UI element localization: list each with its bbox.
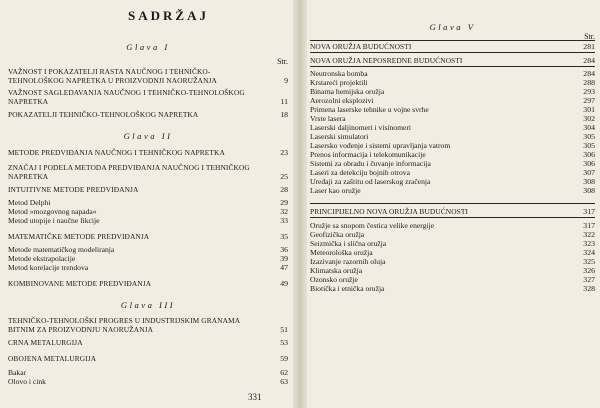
- toc-entry[interactable]: Geofizička oružja 322: [310, 230, 595, 239]
- toc-entry[interactable]: Aerozolni eksplozivi 297: [310, 96, 595, 105]
- toc-entry[interactable]: INTUITIVNE METODE PREDVIĐANJA 28: [8, 185, 288, 194]
- toc-entry[interactable]: Bakar 62: [8, 368, 288, 377]
- page-column-label: Str.: [584, 32, 595, 41]
- toc-entry[interactable]: Metod korelacije trendova 47: [8, 263, 288, 272]
- toc-entry[interactable]: Uređaji za zaštitu od laserskog zračenja 308: [310, 177, 595, 186]
- toc-entry[interactable]: Meteorološka oružja 324: [310, 248, 595, 257]
- chapter-heading-5: Glava V: [429, 22, 476, 32]
- toc-entry[interactable]: Binarna hemijska oružja 293: [310, 87, 595, 96]
- toc-entry[interactable]: Ozonsko oružje 327: [310, 275, 595, 284]
- page-title: SADRŽAJ: [128, 8, 209, 23]
- toc-entry[interactable]: TEHNIČKO-TEHNOLOŠKI PROGRES U INDUSTRIJSKIM GRANAMA BITNIM ZA PROIZVODNJU NAORUŽANJA 51: [8, 316, 288, 335]
- toc-entry[interactable]: Laser kao oružje 308: [310, 186, 595, 195]
- divider: [310, 66, 595, 67]
- toc-entry[interactable]: Lasersko vođenje i sistemi upravljanja vatrom 305: [310, 141, 595, 150]
- toc-entry[interactable]: CRNA METALURGIJA 53: [8, 338, 288, 347]
- divider: [310, 52, 595, 53]
- toc-entry[interactable]: NOVA ORUŽJA NEPOSREDNE BUDUĆNOSTI 284: [310, 56, 595, 65]
- toc-entry[interactable]: OBOJENA METALURGIJA 59: [8, 354, 288, 363]
- toc-entry[interactable]: Metode ekstrapolacije 39: [8, 254, 288, 263]
- toc-entry[interactable]: Metode matematičkog modeliranja 36: [8, 245, 288, 254]
- toc-entry[interactable]: Krstareći projektili 288: [310, 78, 595, 87]
- toc-entry[interactable]: POKAZATELJI TEHNIČKO-TEHNOLOŠKOG NAPRETKA 18: [8, 110, 288, 119]
- chapter-heading-1: Glava I: [126, 42, 170, 52]
- toc-entry[interactable]: Metod Delphi 29: [8, 198, 288, 207]
- toc-entry[interactable]: Laserski daljinomeri i visinomeri 304: [310, 123, 595, 132]
- toc-entry[interactable]: METODE PREDVIĐANJA NAUČNOG I TEHNIČKOG NAPRETKA 23: [8, 148, 288, 157]
- toc-entry[interactable]: Prenos informacija i telekomunikacije 306: [310, 150, 595, 159]
- toc-entry[interactable]: PRINCIPIJELNO NOVA ORUŽJA BUDUĆNOSTI 317: [310, 207, 595, 216]
- toc-entry[interactable]: Klimatska oružja 326: [310, 266, 595, 275]
- toc-entry[interactable]: Metod utopije i naučne fikcije 33: [8, 216, 288, 225]
- toc-entry[interactable]: Metod »mozgovnog napada« 32: [8, 207, 288, 216]
- toc-entry[interactable]: Olovo i cink 63: [8, 377, 288, 386]
- toc-entry[interactable]: Laseri za detekciju bojnih otrova 307: [310, 168, 595, 177]
- toc-entry[interactable]: Izazivanje razornih oluja 325: [310, 257, 595, 266]
- divider: [310, 217, 595, 218]
- toc-entry[interactable]: NOVA ORUŽJA BUDUĆNOSTI 281: [310, 42, 595, 51]
- toc-entry[interactable]: Neutronska bomba 284: [310, 69, 595, 78]
- page-gutter: [293, 0, 307, 408]
- toc-entry[interactable]: MATEMATIČKE METODE PREDVIĐANJA 35: [8, 232, 288, 241]
- chapter-heading-3: Glava III: [120, 300, 176, 310]
- toc-entry[interactable]: KOMBINOVANE METODE PREDVIĐANJA 49: [8, 279, 288, 288]
- divider: [310, 40, 595, 41]
- page-number: 331: [248, 392, 262, 402]
- toc-entry[interactable]: Oružje sa snopom čestica velike energije 317: [310, 221, 595, 230]
- toc-entry[interactable]: Laserski simulatori 305: [310, 132, 595, 141]
- divider: [310, 203, 595, 204]
- right-page: [310, 0, 595, 408]
- left-page: [8, 0, 288, 408]
- toc-entry[interactable]: Seizmička i slična oružja 323: [310, 239, 595, 248]
- toc-entry[interactable]: Primena laserske tehnike u vojne svrhe 301: [310, 105, 595, 114]
- toc-entry[interactable]: Sistemi za obradu i čuvanje informacija 306: [310, 159, 595, 168]
- toc-entry[interactable]: ZNAČAJ I PODELA METODA PREDVIĐANJA NAUČNOG I TEHNIČKOG NAPRETKA 25: [8, 163, 288, 182]
- toc-entry[interactable]: VAŽNOST SAGLEDAVANJA NAUČNOG I TEHNIČKO-TEHNOLOŠKOG NAPRETKA 11: [8, 88, 288, 107]
- toc-entry[interactable]: Biotička i etnička oružja 328: [310, 284, 595, 293]
- page-column-label: Str.: [277, 57, 288, 66]
- toc-entry[interactable]: VAŽNOST I POKAZATELJI RASTA NAUČNOG I TEHNIČKO-TEHNOLOŠKOG NAPRETKA U PROIZVODNJI NAORUŽANJA 9: [8, 67, 288, 86]
- chapter-heading-2: Glava II: [123, 131, 173, 141]
- toc-entry[interactable]: Vrste lasera 302: [310, 114, 595, 123]
